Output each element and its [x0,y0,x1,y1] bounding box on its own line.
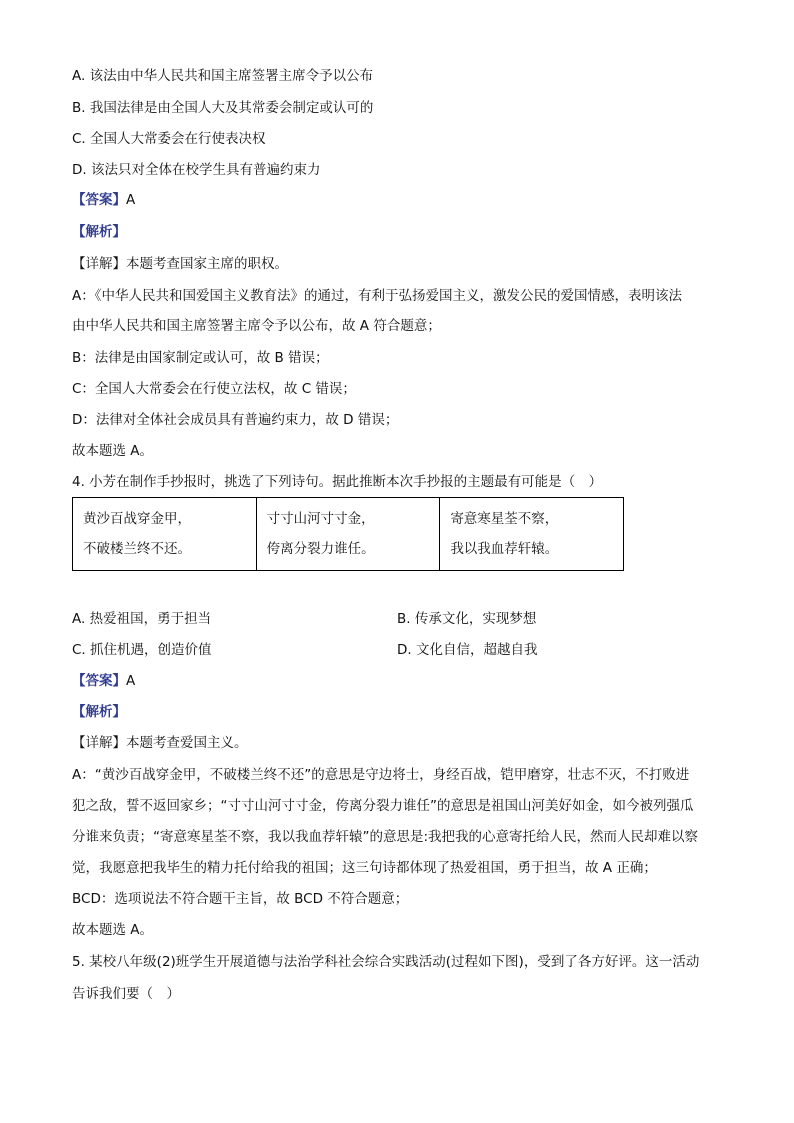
answer-label: 【答案】 [72,192,126,208]
poem-line: 侉离分裂力谁任。 [266,541,375,557]
answer-value: A [126,673,136,689]
q3-analysis-label [72,222,126,242]
q4-stem: 4. 小芳在制作手抄报时，挑选了下列诗句。据此推断本次手抄报的主题最有可能是（ ） [72,474,603,490]
q4-analysis-label [72,702,126,722]
q3-analysis-d: D：法律对全体社会成员具有普遍约束力，故 D 错误； [72,412,399,428]
q3-option-c: C. 全国人大常委会在行使表决权 [72,131,266,147]
q4-answer [72,671,135,691]
q3-analysis-c: C：全国人大常委会在行使立法权，故 C 错误； [72,381,356,397]
q4-analysis-line3: 分谁来负责；“寄意寒星荃不察，我以我血荐轩辕”的意思是:我把我的心意寄托给人民，然而人民却难以察 [72,829,699,845]
q4-option-c: C. 抓住机遇，创造价值 [72,642,212,658]
detail-text: 本题考查爱国主义。 [126,735,248,751]
q4-option-a: A. 热爱祖国，勇于担当 [72,611,212,627]
detail-text: 本题考查国家主席的职权。 [126,256,288,272]
q3-answer [72,190,135,210]
poem-line: 寸寸山河寸寸金， [266,511,375,527]
answer-value: A [126,192,136,208]
q4-option-b: B. 传承文化，实现梦想 [397,611,537,627]
poem-cell-2 [256,498,440,571]
q3-analysis-a-line2: 由中华人民共和国主席签署主席令予以公布，故 A 符合题意； [72,318,441,334]
poem-line: 寄意寒星荃不察， [450,511,559,527]
q4-analysis-line1: A：“黄沙百战穿金甲，不破楼兰终不还”的意思是守边将士，身经百战，铠甲磨穿，壮志不灭，不打败进 [72,767,690,783]
poem-row [73,498,624,571]
poem-line: 我以我血荐轩辕。 [450,541,559,557]
answer-label: 【答案】 [72,673,126,689]
q3-conclusion: 故本题选 A。 [72,443,154,459]
q3-analysis-a-line1: A：《中华人民共和国爱国主义教育法》的通过，有利于弘扬爱国主义，激发公民的爱国情感，表明该法 [72,288,682,304]
q5-stem-line1: 5. 某校八年级(2)班学生开展道德与法治学科社会综合实践活动(过程如下图)，受到了各方好评。这一活动 [72,954,700,970]
poem-table [72,497,624,571]
poem-line: 不破楼兰终不还。 [83,541,191,557]
analysis-label: 【解析】 [72,224,126,240]
q3-option-a: A. 该法由中华人民共和国主席签署主席令予以公布 [72,68,374,84]
q4-option-d: D. 文化自信，超越自我 [397,642,538,658]
poem-line: 黄沙百战穿金甲， [83,511,191,527]
q5-stem-line2: 告诉我们要（ ） [72,986,180,1002]
q4-analysis-line2: 犯之敌，誓不返回家乡；“寸寸山河寸寸金，侉离分裂力谁任”的意思是祖国山河美好如金，如今被列强瓜 [72,798,694,814]
q3-analysis-b: B：法律是由国家制定或认可，故 B 错误； [72,350,329,366]
q4-analysis-line4: 觉，我愿意把我毕生的精力托付给我的祖国；这三句诗都体现了热爱祖国，勇于担当，故 A 正确； [72,860,657,876]
q4-analysis-bcd: BCD：选项说法不符合题干主旨，故 BCD 不符合题意； [72,891,409,907]
q3-detail [72,254,288,274]
analysis-label: 【解析】 [72,704,126,720]
q4-detail [72,733,248,753]
poem-cell-1 [73,498,257,571]
q3-option-b: B. 我国法律是由全国人大及其常委会制定或认可的 [72,100,374,116]
detail-label: 【详解】 [72,256,126,272]
q3-option-d: D. 该法只对全体在校学生具有普遍约束力 [72,162,321,178]
detail-label: 【详解】 [72,735,126,751]
q4-conclusion: 故本题选 A。 [72,922,154,938]
poem-cell-3 [440,498,624,571]
